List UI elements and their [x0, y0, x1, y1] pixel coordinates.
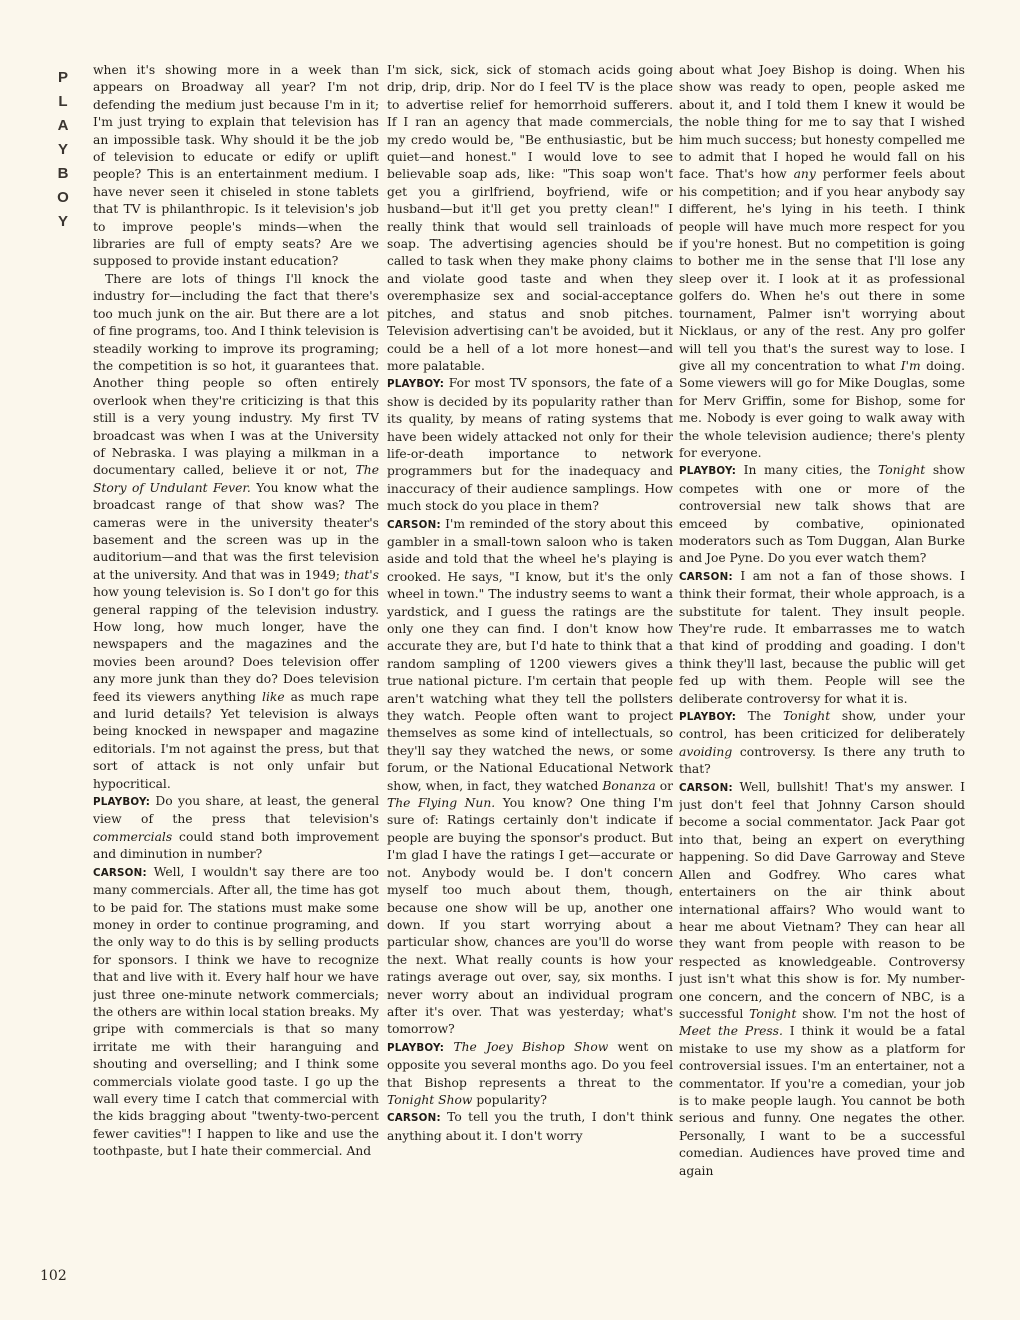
- paragraph-text: Well, I wouldn't say there are too many commercials. After all, the time has got to be paid for. The stations must make some money in order to continue programing, and the only way to do this is by selling products for sponsors. I think we have to recognize that and live with it. Every half hour we have just three one-minute network commercials; the others are within local station breaks. My gripe with commercials is that so many irritate me with their haranguing and shouting and overselling; and I think some commercials violate good taste. I go up the wall every time I catch that commercial with the kids bragging about "twenty-two-percent fewer cavities"! I happen to like and use the toothpaste, but I hate their commercial. And: [93, 864, 379, 1159]
- italic-text: that's: [344, 567, 379, 582]
- text-column-3: [679, 62, 965, 1290]
- body-paragraph: [93, 62, 379, 271]
- text-column-2: [387, 62, 673, 1290]
- italic-text: avoiding: [679, 744, 733, 759]
- italic-text: Tonight: [749, 1006, 797, 1021]
- side-mark-letter: A: [57, 117, 69, 134]
- paragraph-text: I am not a fan of those shows. I think their format, their whole approach, is a substitute for talent. They insult people. They're rude. It embarrasses me to watch that kind of prodding and goading. I don't think they'll last, because the public will get fed up with them. People will see the deliberate controversy for what it is.: [679, 568, 965, 706]
- speaker-label: PLAYBOY:: [679, 465, 737, 478]
- interview-exchange: [679, 708, 965, 779]
- paragraph-text: show. I'm not the host of: [796, 1006, 965, 1021]
- italic-text: commercials: [93, 829, 173, 844]
- interview-exchange: [679, 568, 965, 708]
- speaker-label: PLAYBOY:: [387, 378, 445, 391]
- italic-text: The Joey Bishop Show: [453, 1039, 609, 1054]
- speaker-label: CARSON:: [387, 1112, 441, 1125]
- paragraph-text: performer feels about his competition; and if you hear anybody say different, he's lying in his teeth. I think people will have much more respect for you if you're honest. But no competition is going to bother me in the sense that I'll lose any sleep over it. I look at it as professional golfers do. When he's out there in some tournament, Palmer isn't worrying about Nicklaus, or any of the rest. Any pro golfer will tell you that's the surest way to lose. I give all my concentration to what: [679, 167, 965, 373]
- side-mark-letter: B: [57, 165, 69, 182]
- paragraph-text: You know? One thing I'm sure of: Ratings certainly don't indicate if people are buying the sponsor's product. But I'm glad I have the ratings I get—accurate or not. Anybody would be. I don't concern myself too much about them, though, because one show will be up, another one down. If you start worrying about a particular show, chances are you'll do worse the next. What really counts is how your ratings average out over, say, six months. I never worry about an individual program after it's over. That was yesterday; what's tomorrow?: [387, 796, 673, 1037]
- speaker-label: CARSON:: [93, 866, 147, 879]
- paragraph-text: controversy. Is there any truth to that?: [679, 744, 965, 777]
- italic-text: like: [262, 689, 285, 704]
- interview-exchange: [679, 462, 965, 567]
- interview-exchange: [387, 516, 673, 1039]
- paragraph-text: There are lots of things I'll knock the industry for—including the fact that there's too much junk on the air. But there are a lot of fine programs, too. And I think television is steadily working to improve its programing; the competition is so hot, it guarantees that. Another thing people so often entirely overlook when they're criticizing is that this still is a very young industry. My first TV broadcast was when I was at the University of Nebraska. I was playing a milkman in a documentary called, believe it or not,: [93, 271, 379, 478]
- paragraph-text: For most TV sponsors, the fate of a show is decided by its popularity rather than its quality, by means of rating systems that have been widely attacked not only for their life-or-death importance to network programmers but for the inadequacy and inaccuracy of their audience samplings. How much stock do you place in them?: [387, 376, 673, 514]
- interview-exchange: [679, 779, 965, 1180]
- paragraph-text: or: [655, 778, 673, 793]
- italic-text: I'm: [900, 358, 921, 373]
- italic-text: The Flying Nun.: [387, 796, 496, 811]
- paragraph-text: popularity?: [472, 1092, 547, 1107]
- interview-exchange: [387, 375, 673, 515]
- speaker-label: CARSON:: [679, 570, 733, 583]
- paragraph-text: I'm sick, sick, sick of stomach acids going drip, drip, drip. Nor do I feel TV is the place to advertise relief for hemorrhoid sufferers. If I ran an agency that made commercials, my credo would be, "Be enthusiastic, but be quiet—and honest." I would love to see believable soap ads, like: "This soap won't get you a girlfriend, boyfriend, wife or husband—but it'll get you pretty clean!" I really think that would sell trainloads of soap. The advertising agencies should be called to task when they make phony claims and violate good taste and when they overemphasize sex and social-acceptance pitches, and status and snob pitches. Television advertising can't be avoided, but it could be a hell of a lot more honest—and more palatable.: [387, 63, 673, 373]
- speaker-label: PLAYBOY:: [679, 711, 737, 724]
- paragraph-text: I'm reminded of the story about this gambler in a small-town saloon who is taken aside and told that the wheel he's playing is crooked. He says, "I know, but it's the only wheel in town." The industry seems to want a yardstick, and I guess the ratings are the only one they can find. I don't know how accurate they are, but I'd hate to think that a random sampling of 1200 viewers gives a true national picture. I'm certain that people aren't watching what they tell the pollsters they watch. People often want to project themselves as some kind of intellectuals, so they'll say they watched the news, or some forum, or the National Educational Network show, when, in fact, they watched: [387, 516, 673, 793]
- italic-text: any: [793, 167, 816, 182]
- italic-text: Tonight Show: [387, 1092, 473, 1107]
- paragraph-text: how young television is. So I don't go for this general rapping of the television industry. How long, how much longer, have the newspapers and the magazines and the movies been around? Does television offer any more junk than they do? Does television feed its viewers anything: [93, 585, 379, 704]
- magazine-side-mark: [52, 66, 74, 234]
- paragraph-text: The: [736, 709, 783, 724]
- speaker-label: CARSON:: [387, 518, 441, 531]
- body-paragraph: [679, 62, 965, 462]
- italic-text: Bonanza: [602, 778, 656, 793]
- paragraph-text: went on opposite you several months ago. Do you feel that Bishop represents a threat to the: [387, 1039, 673, 1090]
- side-mark-letter: L: [58, 93, 68, 110]
- body-paragraph: [387, 62, 673, 375]
- paragraph-text: when it's showing more in a week than appears on Broadway all year? I'm not defending the medium just because I'm in it; I'm just trying to explain that television has an impossible task. Why should it be the job of television to educate or edify or uplift people? This is an entertainment medium. I have never seen it chiseled in stone tablets that TV is philanthropic. Is it television's job to improve people's minds—when the libraries are full of empty seats? Are we supposed to provide instant education?: [93, 63, 379, 269]
- interview-exchange: [387, 1109, 673, 1145]
- side-mark-letter: P: [57, 69, 68, 86]
- italic-text: Tonight: [782, 709, 831, 724]
- paragraph-text: could stand both improvement and diminution in number?: [93, 829, 379, 862]
- paragraph-text: doing. Some viewers will go for Mike Douglas, some for Merv Griffin, some for Bishop, some for me. Nobody is ever going to walk away with the whole television audience; there's plenty for everyone.: [679, 358, 965, 460]
- side-mark-letter: Y: [57, 213, 68, 230]
- italic-text: Tonight: [877, 463, 926, 478]
- interview-exchange: [93, 864, 379, 1161]
- paragraph-text: show, under your control, has been criticized for deliberately: [679, 709, 965, 742]
- paragraph-text: about what Joey Bishop is doing. When his show was ready to open, people asked me about it, and I told them I knew it would be the noble thing for me to say that I wished him much success; but honesty compelled me to admit that I hoped he would fall on his face. That's how: [679, 63, 965, 182]
- paragraph-text: as much rape and lurid details? Yet television is always being knocked in newspaper and magazine editorials. I'm not against the press, but that sort of attack is not only unfair but hypocritical.: [93, 689, 379, 791]
- side-mark-letter: Y: [57, 141, 68, 158]
- italic-text: Meet the Press.: [679, 1024, 783, 1039]
- paragraph-text: show competes with one or more of the controversial new talk shows that are emceed by combative, opinionated moderators such as Tom Duggan, Alan Burke and Joe Pyne. Do you ever watch them?: [679, 463, 965, 566]
- speaker-label: CARSON:: [679, 781, 733, 794]
- paragraph-text: You know what the broadcast range of that show was? The cameras were in the university theater's basement and the screen was up in the auditorium—and that was the first television at the university. And that was in 1949;: [93, 480, 379, 582]
- paragraph-text: In many cities, the: [736, 463, 878, 478]
- paragraph-text: Well, bullshit! That's my answer. I just don't feel that Johnny Carson should become a social commentator. Jack Paar got into that, being an expert on everything happening. So did Dave Garroway and Steve Allen and Godfrey. Who cares what entertainers on the air think about international affairs? Who would want to hear me about Vietnam? They can hear all they want from people with reason to be respected as knowledgeable. Controversy just isn't what this show is for. My number-one concern, and the concern of NBC, is a successful: [679, 779, 965, 1021]
- side-mark-letter: O: [57, 189, 69, 206]
- paragraph-text: Do you share, at least, the general view of the press that television's: [93, 794, 379, 827]
- speaker-label: PLAYBOY:: [387, 1041, 445, 1054]
- page-number: 102: [40, 1268, 67, 1284]
- paragraph-text: I think it would be a fatal mistake to use my show as a platform for controversial issues. I'm an entertainer, not a commentator. If you're a comedian, your job is to make people laugh. You cannot be both serious and funny. One negates the other. Personally, I want to be a successful comedian. Audiences have proved time and again: [679, 1024, 965, 1178]
- paragraph-text: To tell you the truth, I don't think anything about it. I don't worry: [387, 1110, 673, 1143]
- text-column-1: [93, 62, 379, 1290]
- speaker-label: PLAYBOY:: [93, 796, 151, 809]
- body-paragraph: [93, 271, 379, 793]
- italic-text: The Story of Undulant Fever.: [93, 463, 379, 495]
- interview-exchange: [93, 793, 379, 864]
- interview-exchange: [387, 1039, 673, 1110]
